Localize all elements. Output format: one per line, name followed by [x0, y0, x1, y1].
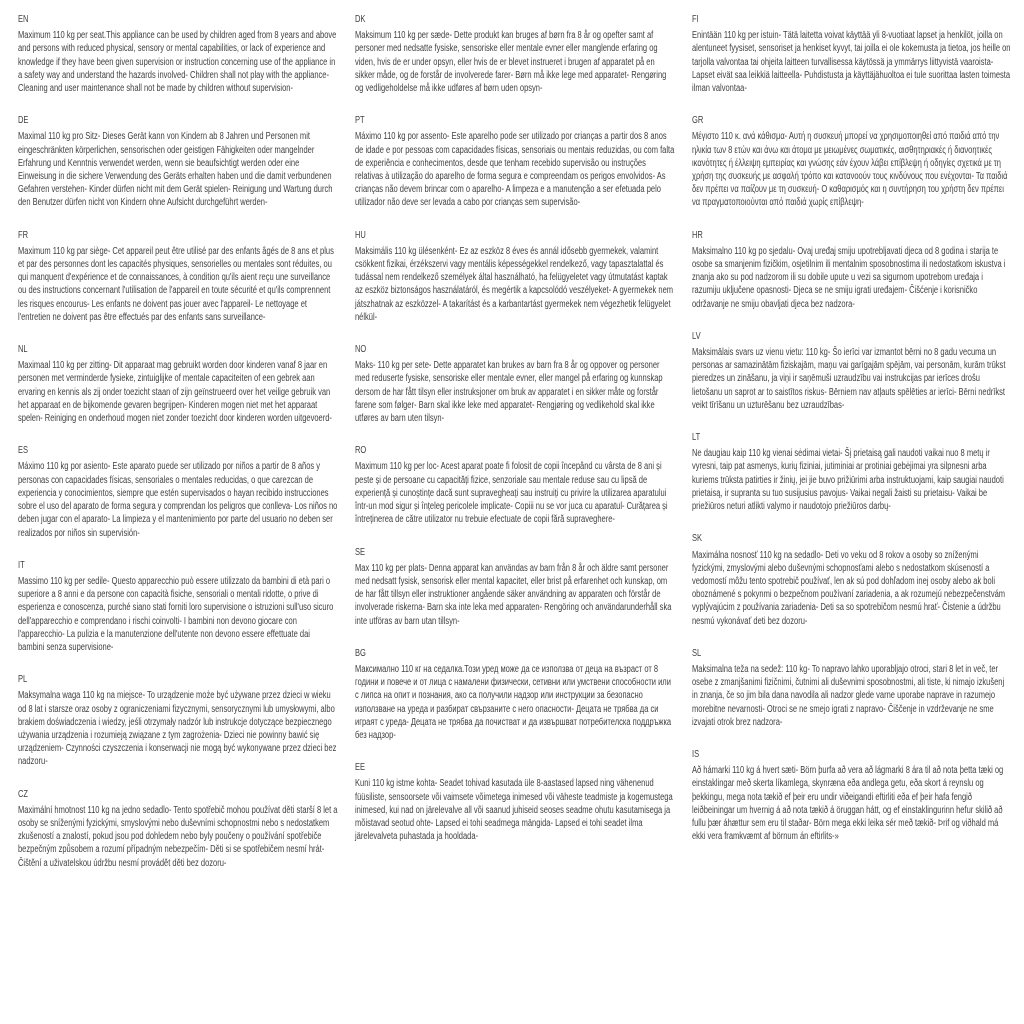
language-code-heading: BG — [355, 647, 366, 659]
instruction-text: Max 110 kg per plats- Denna apparat kan användas av barn från 8 år och äldre samt personer med nedsatt fysisk, sensorisk eller mental kapacitet, eller brist på erfarenhet och kunskap, om de har fått tillsyn eller instruktioner angående säker användning av apparaten och förstår de involverade riskerna- Barn ska inte leka med apparaten- Rengöring och användarunderhåll ska inte utföras av barn utan tillsyn- — [355, 562, 672, 627]
instruction-text: Enintään 110 kg per istuin- Tätä laitetta voivat käyttää yli 8-vuotiaat lapset ja henkilöt, joilla on alentuneet fyysiset, sensoriset ja henkiset kyvyt, tai joilla ei ole kokemusta ja tietoa, jos heille on tarjolla valvontaa tai ohjeita laitteen turvallisessa käytössä ja ymmärrys liittyvistä vaaroista- Lapset eivät saa leikkiä laitteella- Puhdistusta ja käyttäjähuoltoa ei tule suorittaa lasten toimesta ilman valvontaa- — [692, 30, 1011, 95]
language-section-pl — [18, 673, 338, 768]
instruction-text: Maximal 110 kg pro Sitz- Dieses Gerät kann von Kindern ab 8 Jahren und Personen mit eingeschränkten körperlichen, sensorischen oder geistigen Fähigkeiten oder mangelnder Erfahrung und Kenntnis verwendet werden, wenn sie beaufsichtigt werden oder eine Einweisung in die sichere Verwendung des Geräts erhalten haben und die damit verbundenen Gefahren verstehen- Kinder dürfen nicht mit dem Gerät spielen- Reinigung und Wartung durch den Benutzer dürfen nicht von Kindern ohne Aufsicht durchgeführt werden- — [18, 131, 333, 209]
language-section-hu — [355, 229, 675, 324]
language-section-fr — [18, 229, 338, 324]
language-code-heading: GR — [692, 115, 704, 127]
language-code-heading: EN — [18, 14, 29, 25]
language-section-no — [355, 343, 675, 425]
language-code-heading: IS — [692, 748, 700, 760]
language-section-ro — [355, 444, 675, 526]
language-code-heading: LV — [692, 330, 701, 342]
instruction-text: Максимално 110 кг на седалка.Този уред може да се използва от деца на възраст от 8 години и повече и от лица с намалени физически, сетивни или умствени способности или с липса на опит и познания, ако са получили надзор или инструкции за безопасно използване на уреда и разбират свързаните с него опасности- Децата не трябва да си играят с уреда- Децата не трябва да почистват и да извършват потребителска поддръжка без надзор- — [355, 663, 672, 741]
column-middle — [355, 13, 675, 862]
language-code-heading: EE — [355, 762, 366, 774]
language-section-ee — [355, 761, 675, 843]
instruction-text: Maximální hmotnost 110 kg na jedno sedadlo- Tento spotřebič mohou používat děti starší 8 let a osoby se sníženými fyzickými, smyslovými nebo duševními schopnostmi nebo s nedostatkem zkušeností a znalostí, pokud jsou pod dohledem nebo byly poučeny o používání spotřebiče bezpečným způsobem a rozumí případným nebezpečím- Děti si se spotřebičem nesmí hrát- Čištění a uživatelskou údržbu nesmí provádět děti bez dozoru- — [18, 804, 338, 869]
language-section-fi — [692, 13, 1012, 95]
language-code-heading: FR — [18, 229, 29, 241]
language-section-sk — [692, 532, 1012, 627]
instruction-text: Maksymalna waga 110 kg na miejsce- To urządzenie może być używane przez dzieci w wieku od 8 lat i starsze oraz osoby z ograniczeniami fizycznymi, sensorycznymi lub umysłowymi, albo brakiem doświadczenia i wiedzy, jeśli otrzymały nadzór lub instrukcje dotyczące bezpiecznego używania urządzenia i rozumieją związane z tym zagrożenia- Dzieci nie powinny bawić się urządzeniem- Czynności czyszczenia i konserwacji nie mogą być wykonywane przez dzieci bez nadzoru- — [18, 690, 337, 768]
language-code-heading: HU — [355, 229, 366, 241]
language-section-gr — [692, 114, 1012, 209]
language-section-lt — [692, 431, 1012, 513]
language-code-heading: SK — [692, 533, 703, 545]
instruction-text: Maks- 110 kg per sete- Dette apparatet kan brukes av barn fra 8 år og oppover og personer med reduserte fysiske, sensoriske eller mentale evner, eller mangel på erfaring og kunnskap dersom de har fått tilsyn eller instruksjoner om bruk av apparatet i en sikker måte og forstår farene som følger- Barn skal ikke leke med apparatet- Rengjøring og vedlikehold skal ikke utføres av barn uten tilsyn- — [355, 360, 663, 425]
language-section-es — [18, 444, 338, 539]
language-section-de — [18, 114, 338, 209]
language-code-heading: NL — [18, 344, 28, 356]
language-code-heading: CZ — [18, 788, 29, 800]
instruction-text: Máximo 110 kg por assento- Este aparelho pode ser utilizado por crianças a partir dos 8 anos de idade e por pessoas com capacidades físicas, sensoriais ou mentais reduzidas, ou com falta de experiência e conhecimentos, desde que tenham recebido supervisão ou instruções relativas à utilização do aparelho de forma segura e compreendam os perigos envolvidos- As crianças não devem brincar com o aparelho- A limpeza e a manutenção a ser efetuada pelo utilizador não deve ser levada a cabo por crianças sem supervisão- — [355, 131, 675, 209]
instruction-text: Maksimalno 110 kg po sjedalu- Ovaj uređaj smiju upotrebljavati djeca od 8 godina i starija te osobe sa smanjenim fizičkim, osjetilnim ili mentalnim sposobnostima ili nedostatkom iskustva i znanja ako su pod nadzorom ili su dobile upute u vezi sa sigurnom upotrebom uređaja i razumiju uključene opasnosti- Djeca se ne smiju igrati uređajem- Čišćenje i korisničko održavanje ne smiju obavljati djeca bez nadzora- — [692, 245, 1006, 310]
language-code-heading: ES — [18, 445, 29, 457]
instruction-text: Máximo 110 kg por asiento- Este aparato puede ser utilizado por niños a partir de 8 años y personas con capacidades físicas, sensoriales o mentales reducidas, o que carezcan de experiencia y conocimientos, siempre que estén supervisados o hayan recibido instrucciones sobre el uso del aparato de forma segura y comprendan los peligros que conlleva- Los niños no deben jugar con el aparato- La limpieza y el mantenimiento por parte del usuario no deben ser realizados por niños sin supervisión- — [18, 461, 338, 539]
language-section-lv — [692, 330, 1012, 412]
instruction-text: Maksimális 110 kg ülésenként- Ez az eszköz 8 éves és annál idősebb gyermekek, valamint csökkent fizikai, érzékszervi vagy mentális képességekkel rendelkező, vagy tapasztalattal és tudással nem rendelkező személyek által használható, ha felügyeletet vagy útmutatást kaptak az eszköz biztonságos használatáról, és megértik a kapcsolódó veszélyeket- A gyermekek nem játszhatnak az eszközzel- A takarítást és a karbantartást gyermekek nem végezhetik felügyelet nélkül- — [355, 245, 674, 323]
language-section-nl — [18, 343, 338, 425]
language-section-sl — [692, 647, 1012, 729]
instruction-text: Maksimālais svars uz vienu vietu: 110 kg- Šo ierīci var izmantot bērni no 8 gadu vecuma un personas ar samazinātām fiziskajām, maņu vai garīgajām spējām, vai personām, kurām trūkst pieredzes un zināšanu, ja viņi ir saņēmuši uzraudzību vai instrukcijas par ierīces drošu lietošanu un saprot ar to saistītos riskus- Bērniem nav atļauts spēlēties ar ierīci- Bērni nedrīkst veikt tīrīšanu un uzturēšanu bez uzraudzības- — [692, 347, 1006, 411]
language-code-heading: FI — [692, 14, 699, 25]
language-code-heading: DK — [355, 14, 366, 25]
instruction-text: Maximálna nosnosť 110 kg na sedadlo- Deti vo veku od 8 rokov a osoby so zníženými fyzickými, zmyslovými alebo duševnými schopnosťami alebo s nedostatkom skúseností a vedomostí môžu tento spotrebič používať, len ak sú pod dohľadom inej osoby alebo ak boli oboznámené s pokynmi o bezpečnom používaní zariadenia, a ak rozumejú nebezpečenstvám vyplývajúcim z používania zariadenia- Deti sa so spotrebičom nesmú hrať- Čistenie a údržbu nesmú vykonávať deti bez dozoru- — [692, 549, 1006, 627]
language-code-heading: PL — [18, 674, 28, 686]
language-section-cz — [18, 788, 338, 870]
language-section-dk — [355, 13, 675, 95]
instruction-text: Maksimum 110 kg per sæde- Dette produkt kan bruges af børn fra 8 år og opefter samt af personer med nedsatte fysiske, sensoriske eller mentale evner eller manglende erfaring og viden, hvis de er under opsyn, eller hvis de er blevet instrueret i brugen af apparatet på en sikker måde, og de forstår de involverede farer- Børn må ikke lege med apparatet- Rengøring og vedligeholdelse må ikke udføres af børn uden opsyn- — [355, 30, 667, 95]
language-section-bg — [355, 647, 675, 742]
language-code-heading: SL — [692, 647, 702, 659]
language-code-heading: SE — [355, 546, 366, 558]
language-code-heading: RO — [355, 445, 367, 457]
instruction-text: Maximum 110 kg per loc- Acest aparat poate fi folosit de copii începând cu vârsta de 8 ani și peste și de persoane cu capacități fizice, senzoriale sau mentale reduse sau cu lipsă de experiență și cunoștințe dacă sunt supravegheați sau instruiți cu privire la utilizarea aparatului într-un mod sigur și înțeleg pericolele implicate- Copiii nu se vor juca cu aparatul- Curățarea și întreținerea de către utilizator nu trebuie efectuate de copii fără supraveghere- — [355, 461, 668, 526]
instruction-text: Maximum 110 kg par siège- Cet appareil peut être utilisé par des enfants âgés de 8 ans et plus et par des personnes dont les capacités physiques, sensorielles ou mentales sont réduites, ou qui manquent d'expérience et de connaissances, à condition qu'ils aient reçu une surveillance ou des instructions concernant l'utilisation de l'appareil en toute sécurité et qu'ils comprennent les risques encourus- Les enfants ne doivent pas jouer avec l'appareil- Le nettoyage et l'entretien ne doivent pas être effectués par des enfants sans surveillance- — [18, 245, 334, 323]
language-code-heading: IT — [18, 559, 25, 571]
instruction-text: Ne daugiau kaip 110 kg vienai sėdimai vietai- Šį prietaisą gali naudoti vaikai nuo 8 metų ir vyresni, taip pat asmenys, kurių fiziniai, jutiminiai ar protiniai gebėjimai yra silpnesni arba kuriems trūksta patirties ir žinių, jei jie buvo prižiūrimi arba instruktuojami, kaip saugiai naudoti prietaisą, ir supranta su tuo susijusius pavojus- Vaikai negali žaisti su prietaisu- Vaikai be priežiūros neturi atlikti valymo ir naudotojo priežiūros darbų- — [692, 448, 1004, 513]
language-section-pt — [355, 114, 675, 209]
language-code-heading: PT — [355, 115, 365, 127]
language-code-heading: NO — [355, 344, 367, 356]
column-right — [692, 13, 1012, 862]
language-section-hr — [692, 229, 1012, 311]
language-code-heading: HR — [692, 229, 703, 241]
language-section-is — [692, 748, 1012, 843]
instruction-text: Maximum 110 kg per seat.This appliance can be used by children aged from 8 years and above and persons with reduced physical, sensory or mental capabilities, or lack of experience and knowledge if they have been given supervision or instruction concerning use of the appliance in a safety way and understand the hazards involved- Children shall not play with the appliance- Cleaning and user maintenance shall not be made by children without supervision- — [18, 30, 337, 95]
language-section-se — [355, 546, 675, 628]
instruction-text: Massimo 110 kg per sedile- Questo apparecchio può essere utilizzato da bambini di età pari o superiore a 8 anni e da persone con capacità fisiche, sensoriali o mentali ridotte, o prive di esperienza e conoscenza, purché siano stati forniti loro supervisione o istruzioni sull'uso sicuro dell'apparecchio e comprendano i rischi coinvolti- I bambini non devono giocare con l'apparecchio- La pulizia e la manutenzione dell'utente non devono essere effettuate dai bambini senza supervisione- — [18, 575, 334, 653]
language-section-en — [18, 13, 338, 95]
instruction-text: Að hámarki 110 kg á hvert sæti- Börn þurfa að vera að lágmarki 8 ára til að nota þetta tæki og einstaklingar með skerta líkamlega, skynræna eða andlega getu, eða skort á reynslu og þekkingu, mega nota tækið ef þeir eru undir viðeigandi eftirliti eða ef þeir hafa fengið leiðbeiningar um hvernig á að nota tækið á öruggan hátt, og ef einstaklingurinn hefur skilið að fullu þær áhættur sem eru til staðar- Börn mega ekki leika sér með tækið- Þrif og viðhald má ekki vera framkvæmt af börnum án eftirlits-» — [692, 765, 1004, 843]
column-left — [18, 13, 338, 889]
language-code-heading: DE — [18, 115, 29, 127]
instruction-text: Maksimalna teža na sedež: 110 kg- To napravo lahko uporabljajo otroci, stari 8 let in več, ter osebe z zmanjšanimi fizičnimi, čutnimi ali duševnimi sposobnostmi, ali tiste, ki nimajo izkušenj in znanja, če so jim bila dana navodila ali nadzor glede varne uporabe naprave in razumejo morebitne nevarnosti- Otroci se ne smejo igrati z napravo- Čiščenje in vzdrževanje ne sme izvajati otrok brez nadzora- — [692, 663, 1005, 728]
instruction-text: Maximaal 110 kg per zitting- Dit apparaat mag gebruikt worden door kinderen vanaf 8 jaar en personen met verminderde fysieke, zintuiglijke of mentale capaciteiten of een gebrek aan ervaring en kennis als zij onder toezicht staan of zijn geïnstrueerd over het veilige gebruik van het apparaat en de bijkomende gevaren begrijpen- Kinderen mogen niet met het apparaat spelen- Reiniging en onderhoud mogen niet zonder toezicht door kinderen worden uitgevoerd- — [18, 360, 332, 425]
language-code-heading: LT — [692, 432, 701, 444]
instruction-text: Kuni 110 kg istme kohta- Seadet tohivad kasutada üle 8-aastased lapsed ning vähenenud füüsiliste, sensoorsete või vaimsete võimetega inimesed või väheste teadmiste ja kogemustega inimesed, kui nad on järelevalve all või saanud juhiseid seoses seadme ohutu kasutamisega ja mõistavad seotud ohte- Lapsed ei tohi seadmega mängida- Lapsed ei tohi seadet ilma järelevalveta puhastada ja hooldada- — [355, 778, 673, 843]
instruction-text: Μέγιστο 110 κ. ανά κάθισμα- Αυτή η συσκευή μπορεί να χρησιμοποιηθεί από παιδιά από την ηλικία των 8 ετών και άνω και άτομα με μειωμένες σωματικές, αισθητηριακές ή διανοητικές ικανότητες ή έλλειψη εμπειρίας και γνώσης εάν έχουν λάβει επίβλεψη ή οδηγίες σχετικά με τη χρήση της συσκευής με ασφαλή τρόπο και κατανοούν τους κινδύνους που ενέχονται- Τα παιδιά δεν πρέπει να παίζουν με τη συσκευή- Ο καθαρισμός και η συντήρηση του χρήστη δεν πρέπει να πραγματοποιούνται από παιδιά χωρίς επίβλεψη- — [692, 131, 1008, 209]
language-section-it — [18, 559, 338, 654]
